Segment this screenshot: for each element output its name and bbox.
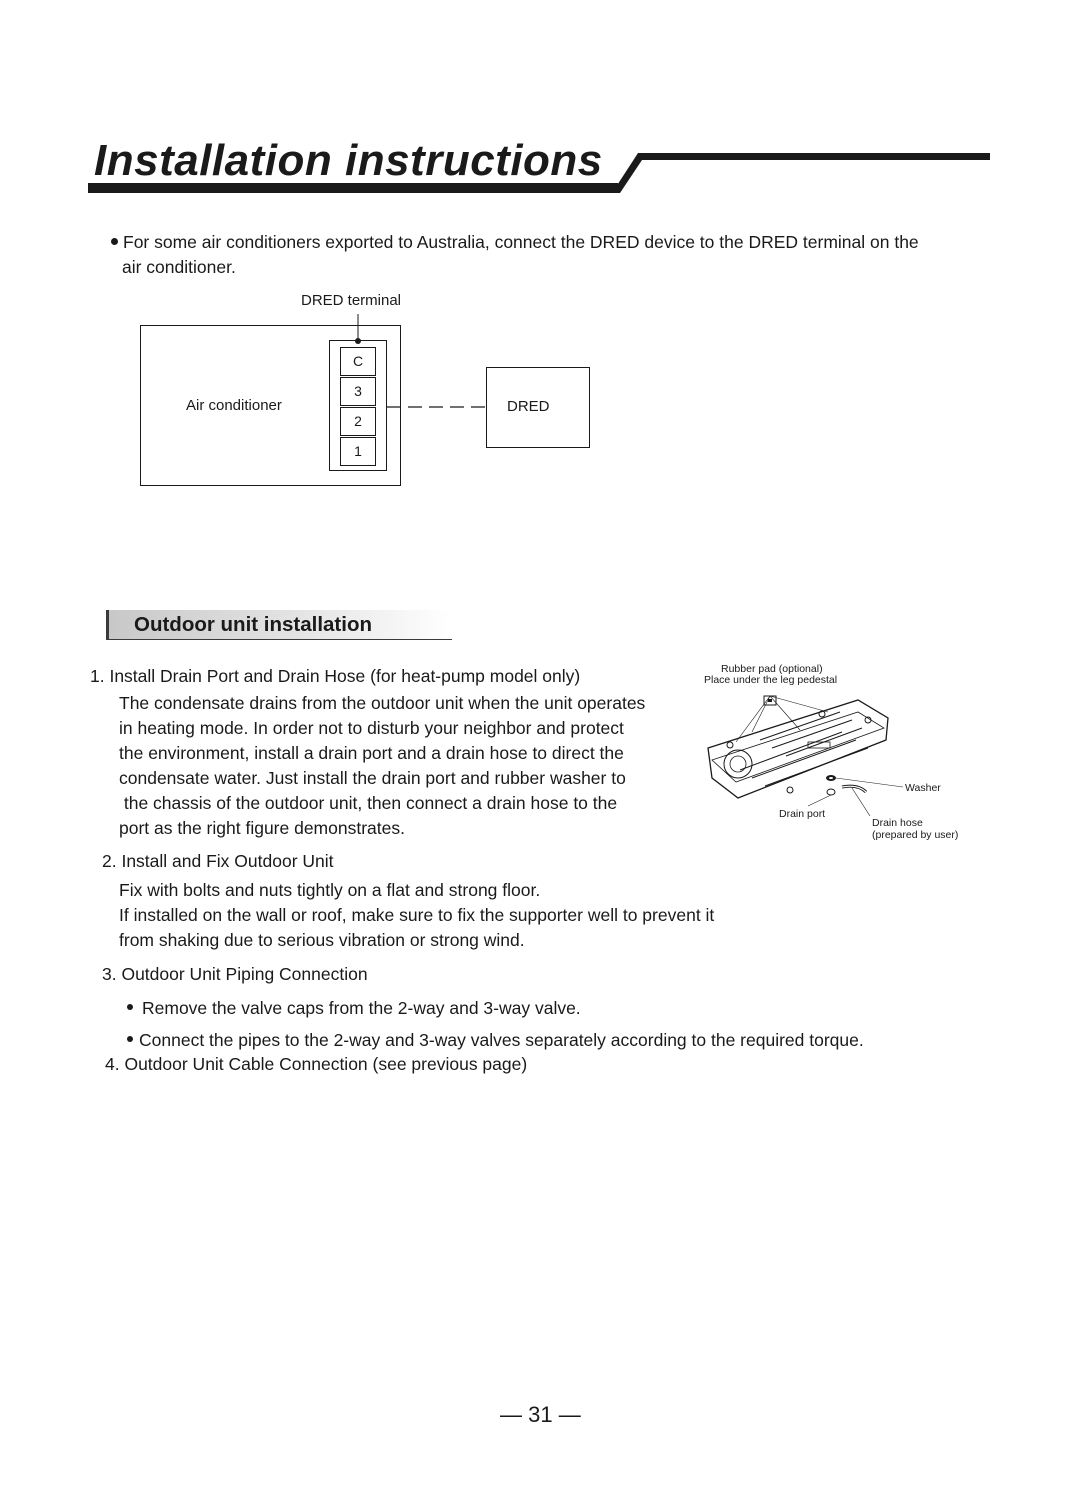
step-3-bullet-2: Connect the pipes to the 2-way and 3-way valves separately according to the required torque. [127, 1028, 864, 1053]
step-4-heading: 4. Outdoor Unit Cable Connection (see previous page) [105, 1054, 528, 1074]
step-3-heading: 3. Outdoor Unit Piping Connection [102, 964, 368, 984]
step-1-line-2: in heating mode. In order not to disturb your neighbor and protect [119, 718, 624, 738]
drain-port-label: Drain port [779, 808, 826, 820]
step-1-heading: 1. Install Drain Port and Drain Hose (for heat-pump model only) [90, 666, 581, 686]
rubber-pad-note: Place under the leg pedestal [704, 674, 838, 686]
drain-hose-label: Drain hose [872, 817, 923, 829]
drain-hose-note: (prepared by user) [872, 829, 959, 841]
bullet-icon [127, 1004, 133, 1010]
rubber-pad-label: Rubber pad (optional) [721, 663, 823, 675]
washer-label: Washer [905, 782, 941, 794]
intro-line-1: For some air conditioners exported to Australia, connect the DRED device to the DRED terminal on the [123, 232, 919, 252]
step-1-line-6: port as the right figure demonstrates. [119, 818, 405, 838]
bullet-icon [127, 1036, 133, 1042]
terminal-2: 2 [354, 413, 362, 429]
step-2-line-2: If installed on the wall or roof, make sure to fix the supporter well to prevent it [119, 905, 715, 925]
step-1-line-5: the chassis of the outdoor unit, then connect a drain hose to the [119, 793, 618, 813]
air-conditioner-label: Air conditioner [186, 397, 282, 414]
dred-diagram [0, 280, 1084, 500]
intro-bullet [111, 230, 919, 255]
dred-device-label: DRED [507, 398, 550, 415]
dred-terminal-label: DRED terminal [301, 292, 402, 309]
step-2-line-3: from shaking due to serious vibration or strong wind. [119, 930, 525, 950]
page-title: Installation instructions [94, 136, 603, 185]
step-2-line-1: Fix with bolts and nuts tightly on a flat and strong floor. [119, 880, 541, 900]
step-3-bullet-1: Remove the valve caps from the 2-way and 3-way valve. [127, 996, 581, 1021]
step-1-line-4: condensate water. Just install the drain port and rubber washer to [119, 768, 626, 788]
page-number: — 31 — [500, 1402, 581, 1427]
terminal-1: 1 [354, 443, 362, 459]
step-1-line-3: the environment, install a drain port and a drain hose to direct the [119, 743, 624, 763]
terminal-3: 3 [354, 383, 362, 399]
intro-line-2: air conditioner. [122, 257, 236, 277]
terminal-c: C [352, 353, 364, 369]
step-2-heading: 2. Install and Fix Outdoor Unit [102, 851, 334, 871]
section-title: Outdoor unit installation [134, 613, 373, 636]
step-1-line-1: The condensate drains from the outdoor unit when the unit operates [119, 693, 646, 713]
bullet-icon [111, 238, 118, 245]
